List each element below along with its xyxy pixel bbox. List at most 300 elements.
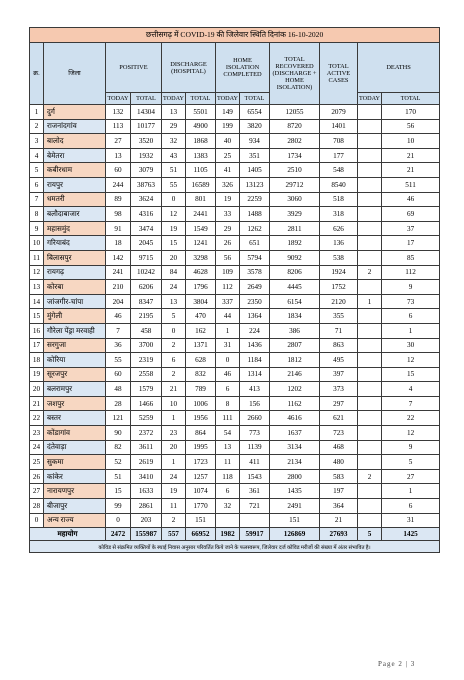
cell-dis-total: 16589 — [186, 177, 216, 192]
cell-recovered: 3134 — [270, 440, 320, 455]
cell-sr: 4 — [30, 148, 44, 163]
cell-sr: 27 — [30, 484, 44, 499]
cell-deaths-total: 46 — [382, 192, 440, 207]
table-row — [30, 411, 440, 426]
cell-hi-today: 44 — [216, 309, 240, 324]
cell-deaths-total: 27 — [382, 469, 440, 484]
cell-hi-today: 41 — [216, 163, 240, 178]
cell-pos-today: 55 — [106, 353, 131, 368]
cell-hi-total: 1184 — [240, 353, 270, 368]
cell-sr: 9 — [30, 221, 44, 236]
cell-active: 2079 — [320, 105, 358, 120]
cell-district: गरियाबंद — [44, 236, 106, 251]
cell-dis-today: 12 — [162, 207, 186, 222]
cell-hi-today — [216, 513, 240, 528]
cell-dis-total: 1074 — [186, 484, 216, 499]
cell-pos-total: 38763 — [131, 177, 162, 192]
covid-district-table — [29, 27, 440, 553]
cell-pos-total: 1579 — [131, 382, 162, 397]
cell-deaths-total: 511 — [382, 177, 440, 192]
cell-dis-today: 21 — [162, 382, 186, 397]
cell-sr: 7 — [30, 192, 44, 207]
table-row — [30, 105, 440, 120]
cell-dis-today: 0 — [162, 192, 186, 207]
cell-pos-today: 132 — [106, 105, 131, 120]
cell-dis-today: 19 — [162, 221, 186, 236]
cell-active: 136 — [320, 236, 358, 251]
cell-deaths-total: 73 — [382, 294, 440, 309]
cell-district: बीजापुर — [44, 499, 106, 514]
cell-active: 495 — [320, 353, 358, 368]
cell-recovered: 2807 — [270, 338, 320, 353]
cell-pos-today: 52 — [106, 455, 131, 470]
cell-active: 626 — [320, 221, 358, 236]
cell-deaths-today — [358, 250, 382, 265]
cell-active: 71 — [320, 323, 358, 338]
table-row — [30, 294, 440, 309]
table-row — [30, 353, 440, 368]
cell-hi-today: 337 — [216, 294, 240, 309]
table-row — [30, 236, 440, 251]
cell-dis-total: 789 — [186, 382, 216, 397]
header-home-isolation-today: TODAY — [216, 93, 240, 105]
cell-hi-total: 156 — [240, 396, 270, 411]
table-row — [30, 221, 440, 236]
cell-hi-today: 1982 — [216, 528, 240, 541]
table-row — [30, 323, 440, 338]
cell-deaths-total: 21 — [382, 163, 440, 178]
cell-sr: 1 — [30, 105, 44, 120]
cell-dis-total: 3804 — [186, 294, 216, 309]
cell-sr: 14 — [30, 294, 44, 309]
cell-deaths-total: 1425 — [382, 528, 440, 541]
cell-dis-today: 5 — [162, 309, 186, 324]
cell-hi-today: 32 — [216, 499, 240, 514]
cell-district: बेमेतरा — [44, 148, 106, 163]
cell-recovered: 1202 — [270, 382, 320, 397]
cell-recovered: 2800 — [270, 469, 320, 484]
cell-dis-total: 151 — [186, 513, 216, 528]
cell-dis-total: 1796 — [186, 280, 216, 295]
cell-pos-today: 28 — [106, 396, 131, 411]
cell-hi-total: 2259 — [240, 192, 270, 207]
cell-dis-today: 51 — [162, 163, 186, 178]
cell-hi-today: 19 — [216, 192, 240, 207]
cell-hi-total: 1139 — [240, 440, 270, 455]
cell-district: सूरजपुर — [44, 367, 106, 382]
cell-pos-today: 98 — [106, 207, 131, 222]
cell-district: दुर्ग — [44, 105, 106, 120]
cell-hi-total: 1436 — [240, 338, 270, 353]
cell-deaths-total: 5 — [382, 455, 440, 470]
cell-district: बालोद — [44, 134, 106, 149]
cell-pos-total: 1932 — [131, 148, 162, 163]
cell-deaths-today — [358, 455, 382, 470]
cell-dis-total: 1549 — [186, 221, 216, 236]
cell-pos-total: 3410 — [131, 469, 162, 484]
table-row — [30, 484, 440, 499]
cell-deaths-today — [358, 163, 382, 178]
cell-dis-total: 1723 — [186, 455, 216, 470]
cell-pos-total: 2372 — [131, 426, 162, 441]
cell-sr: 19 — [30, 367, 44, 382]
cell-recovered: 2134 — [270, 455, 320, 470]
cell-dis-total: 4628 — [186, 265, 216, 280]
table-row — [30, 338, 440, 353]
cell-hi-today: 149 — [216, 105, 240, 120]
table-row — [30, 455, 440, 470]
cell-hi-total: 651 — [240, 236, 270, 251]
cell-deaths-today — [358, 367, 382, 382]
cell-hi-today: 112 — [216, 280, 240, 295]
cell-pos-today: 46 — [106, 309, 131, 324]
cell-active: 364 — [320, 499, 358, 514]
cell-deaths-total: 17 — [382, 236, 440, 251]
table-row — [30, 148, 440, 163]
cell-pos-total: 2045 — [131, 236, 162, 251]
cell-pos-total: 3700 — [131, 338, 162, 353]
cell-dis-today: 557 — [162, 528, 186, 541]
cell-pos-today: 113 — [106, 119, 131, 134]
cell-deaths-total: 7 — [382, 396, 440, 411]
cell-pos-today: 91 — [106, 221, 131, 236]
cell-pos-total: 14304 — [131, 105, 162, 120]
cell-recovered: 1435 — [270, 484, 320, 499]
cell-dis-today: 1 — [162, 455, 186, 470]
cell-dis-today: 11 — [162, 499, 186, 514]
cell-pos-today: 99 — [106, 499, 131, 514]
cell-hi-today: 13 — [216, 440, 240, 455]
page-number: Page 2 | 3 — [378, 660, 416, 668]
cell-active: 480 — [320, 455, 358, 470]
cell-deaths-total: 37 — [382, 221, 440, 236]
cell-deaths-today — [358, 119, 382, 134]
cell-pos-total: 3611 — [131, 440, 162, 455]
cell-dis-today: 2 — [162, 367, 186, 382]
table-row — [30, 440, 440, 455]
cell-pos-total: 2319 — [131, 353, 162, 368]
cell-recovered: 2811 — [270, 221, 320, 236]
cell-deaths-today — [358, 221, 382, 236]
cell-sr: 6 — [30, 177, 44, 192]
footnote: कोविड से संक्रमित व्यक्तियों के स्थाई निवास अनुसार परिवर्तित किये जाने के फलस्वरूप, जिलेवार दर्ज कोविड मरीजों की संख्या में अंतर संभावित है। — [30, 541, 440, 553]
cell-active: 1924 — [320, 265, 358, 280]
cell-active: 27693 — [320, 528, 358, 541]
cell-deaths-total: 22 — [382, 411, 440, 426]
cell-deaths-today — [358, 236, 382, 251]
cell-hi-today: 0 — [216, 353, 240, 368]
cell-hi-total: 721 — [240, 499, 270, 514]
cell-recovered: 3929 — [270, 207, 320, 222]
cell-active: 468 — [320, 440, 358, 455]
cell-pos-today: 60 — [106, 163, 131, 178]
cell-pos-total: 3624 — [131, 192, 162, 207]
cell-hi-today: 1 — [216, 323, 240, 338]
cell-sr: 17 — [30, 338, 44, 353]
cell-active: 538 — [320, 250, 358, 265]
cell-hi-total: 59917 — [240, 528, 270, 541]
cell-recovered: 8206 — [270, 265, 320, 280]
cell-pos-total: 1466 — [131, 396, 162, 411]
table-row — [30, 177, 440, 192]
header-home-isolation-total: TOTAL — [240, 93, 270, 105]
cell-recovered: 1834 — [270, 309, 320, 324]
header-discharge-today: TODAY — [162, 93, 186, 105]
cell-hi-today: 326 — [216, 177, 240, 192]
cell-active: 318 — [320, 207, 358, 222]
cell-deaths-total: 85 — [382, 250, 440, 265]
cell-pos-today: 0 — [106, 513, 131, 528]
cell-recovered: 2491 — [270, 499, 320, 514]
cell-hi-today: 46 — [216, 367, 240, 382]
table-row — [30, 367, 440, 382]
cell-active: 723 — [320, 426, 358, 441]
cell-hi-total: 413 — [240, 382, 270, 397]
cell-pos-today: 18 — [106, 236, 131, 251]
cell-dis-total: 162 — [186, 323, 216, 338]
cell-hi-total: 1488 — [240, 207, 270, 222]
cell-pos-total: 2558 — [131, 367, 162, 382]
cell-active: 583 — [320, 469, 358, 484]
cell-active: 518 — [320, 192, 358, 207]
cell-pos-total: 458 — [131, 323, 162, 338]
cell-active: 355 — [320, 309, 358, 324]
cell-recovered: 9092 — [270, 250, 320, 265]
cell-pos-today: 142 — [106, 250, 131, 265]
cell-recovered: 2146 — [270, 367, 320, 382]
cell-active: 1752 — [320, 280, 358, 295]
cell-active: 197 — [320, 484, 358, 499]
cell-dis-today: 20 — [162, 440, 186, 455]
cell-district: गौरेला पेंड्रा मरवाही — [44, 323, 106, 338]
cell-dis-total: 1383 — [186, 148, 216, 163]
cell-district: रायपुर — [44, 177, 106, 192]
cell-pos-today: 90 — [106, 426, 131, 441]
cell-deaths-today: 2 — [358, 469, 382, 484]
table-row — [30, 192, 440, 207]
cell-hi-today: 11 — [216, 455, 240, 470]
cell-active: 621 — [320, 411, 358, 426]
cell-hi-total: 6554 — [240, 105, 270, 120]
cell-deaths-today: 2 — [358, 265, 382, 280]
cell-deaths-today: 5 — [358, 528, 382, 541]
cell-hi-today: 111 — [216, 411, 240, 426]
cell-district: महासमुंद — [44, 221, 106, 236]
cell-dis-today: 23 — [162, 426, 186, 441]
cell-active: 548 — [320, 163, 358, 178]
cell-hi-total: 5794 — [240, 250, 270, 265]
cell-deaths-today — [358, 134, 382, 149]
cell-sr: 21 — [30, 396, 44, 411]
cell-recovered: 3060 — [270, 192, 320, 207]
cell-dis-today: 0 — [162, 323, 186, 338]
table-row — [30, 396, 440, 411]
cell-dis-today: 10 — [162, 396, 186, 411]
cell-pos-total: 203 — [131, 513, 162, 528]
cell-sr: 26 — [30, 469, 44, 484]
cell-deaths-total: 15 — [382, 367, 440, 382]
cell-hi-today: 8 — [216, 396, 240, 411]
cell-dis-total: 1770 — [186, 499, 216, 514]
cell-active: 708 — [320, 134, 358, 149]
cell-dis-today: 6 — [162, 353, 186, 368]
cell-dis-today: 1 — [162, 411, 186, 426]
cell-dis-today: 24 — [162, 469, 186, 484]
cell-sr: 25 — [30, 455, 44, 470]
cell-dis-today: 84 — [162, 265, 186, 280]
cell-dis-total: 1371 — [186, 338, 216, 353]
cell-recovered: 6154 — [270, 294, 320, 309]
cell-pos-today: 48 — [106, 382, 131, 397]
table-row — [30, 163, 440, 178]
cell-hi-today: 6 — [216, 382, 240, 397]
cell-hi-today: 31 — [216, 338, 240, 353]
cell-deaths-total: 170 — [382, 105, 440, 120]
cell-district: रायगढ़ — [44, 265, 106, 280]
cell-dis-today: 2 — [162, 338, 186, 353]
cell-deaths-today — [358, 192, 382, 207]
cell-hi-total: 13123 — [240, 177, 270, 192]
cell-pos-total: 2195 — [131, 309, 162, 324]
table-row — [30, 426, 440, 441]
header-positive-total: TOTAL — [131, 93, 162, 105]
cell-district: कोंडागांव — [44, 426, 106, 441]
cell-dis-today: 55 — [162, 177, 186, 192]
cell-recovered: 1812 — [270, 353, 320, 368]
cell-deaths-total: 69 — [382, 207, 440, 222]
cell-deaths-today — [358, 353, 382, 368]
cell-pos-total: 9715 — [131, 250, 162, 265]
cell-deaths-total: 56 — [382, 119, 440, 134]
cell-deaths-today — [358, 513, 382, 528]
cell-hi-total: 1314 — [240, 367, 270, 382]
cell-dis-total: 628 — [186, 353, 216, 368]
cell-hi-today: 56 — [216, 250, 240, 265]
cell-district: बिलासपुर — [44, 250, 106, 265]
cell-deaths-today — [358, 396, 382, 411]
cell-deaths-total: 21 — [382, 148, 440, 163]
cell-deaths-today — [358, 338, 382, 353]
cell-hi-total: 773 — [240, 426, 270, 441]
cell-pos-today: 210 — [106, 280, 131, 295]
cell-pos-total: 8347 — [131, 294, 162, 309]
cell-hi-total: 2350 — [240, 294, 270, 309]
header-total-recovered: TOTAL RECOVERED (DISCHARGE + HOME ISOLATION) — [270, 43, 320, 105]
cell-recovered: 126869 — [270, 528, 320, 541]
cell-hi-total: 411 — [240, 455, 270, 470]
cell-district: नारायणपुर — [44, 484, 106, 499]
cell-dis-today: 13 — [162, 294, 186, 309]
cell-dis-today: 13 — [162, 105, 186, 120]
cell-district: सुकमा — [44, 455, 106, 470]
cell-hi-today: 118 — [216, 469, 240, 484]
cell-district: जशपुर — [44, 396, 106, 411]
cell-pos-today: 7 — [106, 323, 131, 338]
cell-district: राजनांदगांव — [44, 119, 106, 134]
cell-dis-total: 864 — [186, 426, 216, 441]
cell-sr: 2 — [30, 119, 44, 134]
cell-deaths-today — [358, 411, 382, 426]
cell-dis-total: 1241 — [186, 236, 216, 251]
cell-dis-total: 2441 — [186, 207, 216, 222]
cell-recovered: 386 — [270, 323, 320, 338]
cell-dis-total: 1257 — [186, 469, 216, 484]
table-row — [30, 265, 440, 280]
grand-total-row — [30, 528, 440, 541]
cell-pos-today: 27 — [106, 134, 131, 149]
cell-pos-total: 1633 — [131, 484, 162, 499]
cell-hi-total: 361 — [240, 484, 270, 499]
cell-hi-today: 26 — [216, 236, 240, 251]
cell-deaths-today — [358, 484, 382, 499]
district-status-report — [29, 27, 439, 553]
cell-sr: 8 — [30, 207, 44, 222]
cell-active: 373 — [320, 382, 358, 397]
cell-deaths-total: 31 — [382, 513, 440, 528]
cell-deaths-total: 112 — [382, 265, 440, 280]
cell-deaths-total: 1 — [382, 323, 440, 338]
cell-district: सरगुजा — [44, 338, 106, 353]
cell-pos-today: 244 — [106, 177, 131, 192]
header-home-isolation: HOME ISOLATION COMPLETED — [216, 43, 270, 93]
cell-sr: 15 — [30, 309, 44, 324]
header-deaths-today: TODAY — [358, 93, 382, 105]
cell-dis-today: 19 — [162, 484, 186, 499]
cell-pos-total: 3079 — [131, 163, 162, 178]
cell-dis-total: 5501 — [186, 105, 216, 120]
cell-dis-today: 20 — [162, 250, 186, 265]
cell-district: कांकेर — [44, 469, 106, 484]
cell-recovered: 151 — [270, 513, 320, 528]
cell-pos-today: 241 — [106, 265, 131, 280]
report-title: छत्तीसगढ़ में COVID-19 की जिलेवार स्थिति दिनांक 16-10-2020 — [30, 28, 440, 43]
cell-hi-total: 2660 — [240, 411, 270, 426]
table-row — [30, 207, 440, 222]
table-row — [30, 513, 440, 528]
cell-recovered: 2510 — [270, 163, 320, 178]
cell-hi-today: 109 — [216, 265, 240, 280]
cell-pos-today: 89 — [106, 192, 131, 207]
cell-recovered: 4616 — [270, 411, 320, 426]
cell-active: 2120 — [320, 294, 358, 309]
cell-deaths-today — [358, 177, 382, 192]
table-row — [30, 382, 440, 397]
cell-deaths-today — [358, 105, 382, 120]
cell-dis-total: 66952 — [186, 528, 216, 541]
cell-deaths-today — [358, 207, 382, 222]
grand-total-label: महायोग — [30, 528, 106, 541]
cell-district: कोरिया — [44, 353, 106, 368]
cell-dis-today: 43 — [162, 148, 186, 163]
cell-active: 8540 — [320, 177, 358, 192]
header-district: जिला — [44, 43, 106, 105]
cell-sr: 24 — [30, 440, 44, 455]
cell-deaths-total: 30 — [382, 338, 440, 353]
cell-active: 177 — [320, 148, 358, 163]
cell-hi-today: 33 — [216, 207, 240, 222]
cell-deaths-today — [358, 426, 382, 441]
cell-recovered: 8720 — [270, 119, 320, 134]
cell-pos-today: 60 — [106, 367, 131, 382]
table-row — [30, 134, 440, 149]
cell-sr: 11 — [30, 250, 44, 265]
cell-recovered: 1637 — [270, 426, 320, 441]
cell-recovered: 2802 — [270, 134, 320, 149]
cell-dis-total: 4900 — [186, 119, 216, 134]
cell-dis-total: 1006 — [186, 396, 216, 411]
cell-sr: 13 — [30, 280, 44, 295]
cell-dis-today: 24 — [162, 280, 186, 295]
